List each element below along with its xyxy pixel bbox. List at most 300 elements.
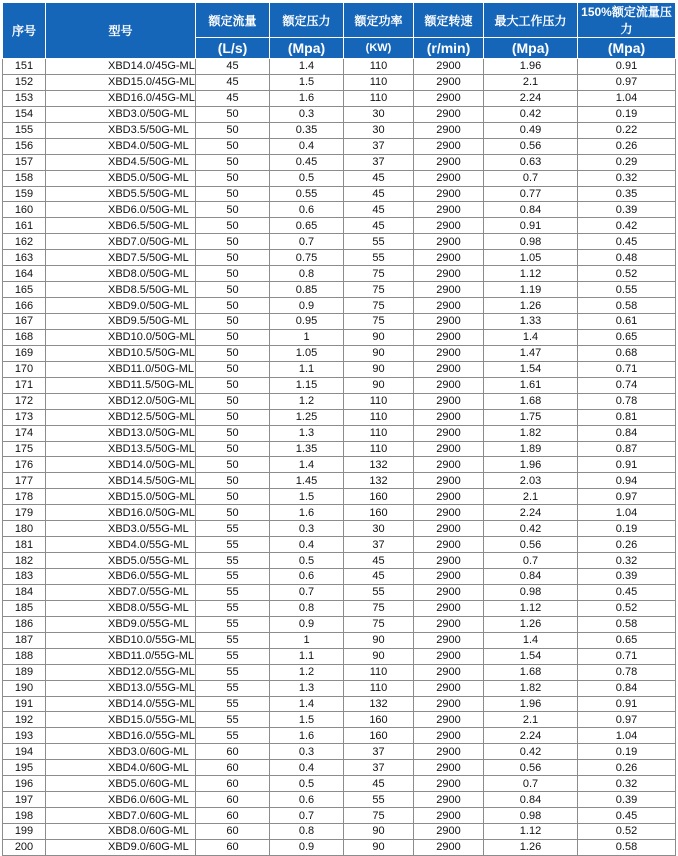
cell-model: XBD8.0/60G-ML	[46, 824, 196, 840]
cell-model: XBD11.0/50G-ML	[46, 361, 196, 377]
table-row	[3, 282, 676, 298]
table-row	[3, 345, 676, 361]
cell-pressure-150: 0.26	[578, 537, 676, 553]
cell-speed: 2900	[414, 569, 484, 585]
cell-seq: 199	[3, 824, 46, 840]
cell-flow: 55	[196, 680, 270, 696]
cell-speed: 2900	[414, 744, 484, 760]
cell-pressure: 0.4	[270, 537, 344, 553]
cell-seq: 177	[3, 473, 46, 489]
cell-pressure: 1.2	[270, 664, 344, 680]
table-row	[3, 409, 676, 425]
header-seq: 序号	[3, 3, 46, 59]
cell-power: 37	[344, 138, 414, 154]
cell-pressure: 0.8	[270, 600, 344, 616]
cell-power: 110	[344, 664, 414, 680]
cell-model: XBD8.0/50G-ML	[46, 266, 196, 282]
cell-model: XBD6.0/50G-ML	[46, 202, 196, 218]
cell-pressure: 0.6	[270, 569, 344, 585]
cell-pressure-150: 0.26	[578, 138, 676, 154]
cell-flow: 50	[196, 218, 270, 234]
cell-model: XBD5.0/50G-ML	[46, 170, 196, 186]
cell-model: XBD7.5/50G-ML	[46, 250, 196, 266]
cell-speed: 2900	[414, 457, 484, 473]
cell-max-pressure: 1.96	[484, 59, 578, 75]
cell-model: XBD9.0/60G-ML	[46, 839, 196, 855]
cell-flow: 50	[196, 314, 270, 330]
cell-seq: 162	[3, 234, 46, 250]
cell-flow: 50	[196, 170, 270, 186]
cell-pressure-150: 0.45	[578, 584, 676, 600]
cell-model: XBD4.0/55G-ML	[46, 537, 196, 553]
cell-seq: 152	[3, 74, 46, 90]
cell-flow: 55	[196, 521, 270, 537]
table-row	[3, 329, 676, 345]
cell-power: 110	[344, 441, 414, 457]
cell-power: 90	[344, 839, 414, 855]
cell-seq: 159	[3, 186, 46, 202]
cell-seq: 165	[3, 282, 46, 298]
cell-pressure: 1.4	[270, 59, 344, 75]
cell-max-pressure: 1.82	[484, 425, 578, 441]
cell-seq: 180	[3, 521, 46, 537]
table-row	[3, 839, 676, 855]
cell-model: XBD9.0/55G-ML	[46, 616, 196, 632]
table-row	[3, 250, 676, 266]
cell-power: 132	[344, 457, 414, 473]
cell-max-pressure: 0.91	[484, 218, 578, 234]
cell-pressure-150: 0.35	[578, 186, 676, 202]
cell-seq: 172	[3, 393, 46, 409]
cell-max-pressure: 0.42	[484, 106, 578, 122]
table-row	[3, 569, 676, 585]
cell-flow: 55	[196, 712, 270, 728]
header-flow-unit: (L/s)	[196, 38, 270, 59]
cell-max-pressure: 1.12	[484, 824, 578, 840]
table-row	[3, 664, 676, 680]
cell-speed: 2900	[414, 218, 484, 234]
header-power-unit: (KW)	[344, 38, 414, 59]
table-row	[3, 218, 676, 234]
cell-flow: 55	[196, 696, 270, 712]
cell-speed: 2900	[414, 521, 484, 537]
header-pressure-unit: (Mpa)	[270, 38, 344, 59]
cell-pressure: 1.4	[270, 457, 344, 473]
cell-speed: 2900	[414, 361, 484, 377]
cell-speed: 2900	[414, 377, 484, 393]
table-row	[3, 489, 676, 505]
cell-seq: 190	[3, 680, 46, 696]
table-row	[3, 74, 676, 90]
cell-speed: 2900	[414, 584, 484, 600]
cell-model: XBD3.5/50G-ML	[46, 122, 196, 138]
cell-power: 55	[344, 792, 414, 808]
cell-seq: 191	[3, 696, 46, 712]
cell-speed: 2900	[414, 154, 484, 170]
cell-seq: 176	[3, 457, 46, 473]
cell-power: 90	[344, 377, 414, 393]
cell-flow: 50	[196, 122, 270, 138]
cell-flow: 50	[196, 202, 270, 218]
cell-model: XBD4.0/50G-ML	[46, 138, 196, 154]
cell-pressure-150: 0.84	[578, 425, 676, 441]
cell-speed: 2900	[414, 266, 484, 282]
cell-model: XBD10.0/55G-ML	[46, 632, 196, 648]
cell-max-pressure: 0.56	[484, 537, 578, 553]
header-flow: 额定流量	[196, 3, 270, 38]
cell-speed: 2900	[414, 250, 484, 266]
cell-pressure-150: 0.58	[578, 616, 676, 632]
table-row	[3, 186, 676, 202]
cell-power: 160	[344, 489, 414, 505]
cell-model: XBD6.0/55G-ML	[46, 569, 196, 585]
cell-max-pressure: 2.1	[484, 489, 578, 505]
cell-max-pressure: 2.1	[484, 74, 578, 90]
cell-pressure-150: 0.97	[578, 74, 676, 90]
cell-flow: 60	[196, 760, 270, 776]
cell-flow: 50	[196, 138, 270, 154]
cell-pressure-150: 0.65	[578, 329, 676, 345]
cell-model: XBD7.0/50G-ML	[46, 234, 196, 250]
cell-flow: 55	[196, 632, 270, 648]
cell-flow: 50	[196, 154, 270, 170]
cell-pressure: 1.3	[270, 680, 344, 696]
cell-pressure-150: 0.97	[578, 712, 676, 728]
cell-pressure-150: 1.04	[578, 728, 676, 744]
cell-max-pressure: 1.68	[484, 393, 578, 409]
cell-speed: 2900	[414, 680, 484, 696]
cell-power: 110	[344, 409, 414, 425]
cell-pressure-150: 0.87	[578, 441, 676, 457]
cell-flow: 45	[196, 74, 270, 90]
cell-max-pressure: 2.24	[484, 728, 578, 744]
cell-pressure: 0.6	[270, 202, 344, 218]
cell-seq: 189	[3, 664, 46, 680]
cell-model: XBD3.0/55G-ML	[46, 521, 196, 537]
cell-model: XBD3.0/60G-ML	[46, 744, 196, 760]
cell-pressure: 0.35	[270, 122, 344, 138]
cell-flow: 55	[196, 537, 270, 553]
table-row	[3, 824, 676, 840]
cell-max-pressure: 0.98	[484, 234, 578, 250]
cell-speed: 2900	[414, 90, 484, 106]
cell-pressure: 0.55	[270, 186, 344, 202]
cell-seq: 160	[3, 202, 46, 218]
table-row	[3, 234, 676, 250]
cell-model: XBD13.5/50G-ML	[46, 441, 196, 457]
table-row	[3, 616, 676, 632]
table-row	[3, 90, 676, 106]
cell-pressure-150: 0.52	[578, 824, 676, 840]
cell-flow: 55	[196, 569, 270, 585]
cell-pressure-150: 0.68	[578, 345, 676, 361]
cell-power: 110	[344, 90, 414, 106]
cell-speed: 2900	[414, 600, 484, 616]
table-row	[3, 122, 676, 138]
cell-seq: 179	[3, 505, 46, 521]
cell-speed: 2900	[414, 473, 484, 489]
cell-pressure-150: 0.78	[578, 393, 676, 409]
table-row	[3, 537, 676, 553]
cell-flow: 45	[196, 59, 270, 75]
cell-max-pressure: 1.75	[484, 409, 578, 425]
cell-pressure-150: 0.45	[578, 808, 676, 824]
cell-max-pressure: 1.19	[484, 282, 578, 298]
cell-speed: 2900	[414, 314, 484, 330]
cell-pressure-150: 0.29	[578, 154, 676, 170]
cell-flow: 55	[196, 553, 270, 569]
table-row	[3, 521, 676, 537]
cell-flow: 50	[196, 441, 270, 457]
cell-pressure-150: 0.19	[578, 521, 676, 537]
cell-flow: 50	[196, 409, 270, 425]
cell-pressure: 0.3	[270, 106, 344, 122]
cell-seq: 188	[3, 648, 46, 664]
cell-model: XBD13.0/55G-ML	[46, 680, 196, 696]
cell-max-pressure: 1.96	[484, 696, 578, 712]
table-row	[3, 632, 676, 648]
cell-max-pressure: 0.98	[484, 584, 578, 600]
cell-pressure-150: 0.91	[578, 696, 676, 712]
cell-speed: 2900	[414, 441, 484, 457]
cell-flow: 60	[196, 744, 270, 760]
cell-pressure-150: 0.81	[578, 409, 676, 425]
table-row	[3, 696, 676, 712]
cell-power: 37	[344, 537, 414, 553]
cell-speed: 2900	[414, 234, 484, 250]
cell-max-pressure: 0.49	[484, 122, 578, 138]
cell-model: XBD14.0/55G-ML	[46, 696, 196, 712]
cell-seq: 187	[3, 632, 46, 648]
cell-seq: 186	[3, 616, 46, 632]
cell-pressure: 1.3	[270, 425, 344, 441]
cell-seq: 171	[3, 377, 46, 393]
cell-pressure: 1.45	[270, 473, 344, 489]
cell-pressure-150: 0.48	[578, 250, 676, 266]
cell-pressure-150: 0.39	[578, 202, 676, 218]
cell-pressure: 0.9	[270, 616, 344, 632]
cell-power: 90	[344, 632, 414, 648]
cell-power: 75	[344, 314, 414, 330]
cell-power: 160	[344, 712, 414, 728]
cell-model: XBD11.5/50G-ML	[46, 377, 196, 393]
header-max-pressure: 最大工作压力	[484, 3, 578, 38]
cell-speed: 2900	[414, 74, 484, 90]
cell-speed: 2900	[414, 345, 484, 361]
cell-pressure: 0.95	[270, 314, 344, 330]
cell-max-pressure: 0.84	[484, 569, 578, 585]
cell-seq: 200	[3, 839, 46, 855]
table-row	[3, 600, 676, 616]
cell-max-pressure: 1.47	[484, 345, 578, 361]
cell-pressure-150: 0.22	[578, 122, 676, 138]
cell-flow: 55	[196, 648, 270, 664]
cell-seq: 155	[3, 122, 46, 138]
cell-power: 110	[344, 74, 414, 90]
cell-model: XBD12.5/50G-ML	[46, 409, 196, 425]
cell-power: 132	[344, 696, 414, 712]
cell-flow: 50	[196, 345, 270, 361]
cell-max-pressure: 1.68	[484, 664, 578, 680]
cell-max-pressure: 0.56	[484, 760, 578, 776]
cell-model: XBD9.5/50G-ML	[46, 314, 196, 330]
cell-max-pressure: 1.4	[484, 329, 578, 345]
cell-flow: 50	[196, 266, 270, 282]
cell-power: 90	[344, 824, 414, 840]
cell-model: XBD15.0/55G-ML	[46, 712, 196, 728]
cell-max-pressure: 2.24	[484, 505, 578, 521]
cell-model: XBD14.5/50G-ML	[46, 473, 196, 489]
cell-pressure: 1.1	[270, 361, 344, 377]
cell-speed: 2900	[414, 776, 484, 792]
cell-pressure: 0.5	[270, 776, 344, 792]
cell-model: XBD14.0/45G-ML	[46, 59, 196, 75]
cell-pressure-150: 0.52	[578, 600, 676, 616]
cell-seq: 168	[3, 329, 46, 345]
cell-flow: 50	[196, 250, 270, 266]
cell-power: 45	[344, 170, 414, 186]
cell-speed: 2900	[414, 122, 484, 138]
cell-flow: 50	[196, 329, 270, 345]
cell-flow: 60	[196, 776, 270, 792]
cell-max-pressure: 2.24	[484, 90, 578, 106]
table-header	[3, 3, 676, 59]
cell-pressure-150: 0.71	[578, 648, 676, 664]
cell-pressure: 1.1	[270, 648, 344, 664]
cell-pressure: 1	[270, 632, 344, 648]
cell-max-pressure: 2.1	[484, 712, 578, 728]
cell-flow: 55	[196, 664, 270, 680]
cell-pressure: 0.4	[270, 760, 344, 776]
cell-pressure-150: 0.55	[578, 282, 676, 298]
cell-power: 75	[344, 298, 414, 314]
cell-speed: 2900	[414, 760, 484, 776]
cell-pressure: 1.25	[270, 409, 344, 425]
cell-power: 110	[344, 59, 414, 75]
cell-power: 37	[344, 744, 414, 760]
cell-seq: 161	[3, 218, 46, 234]
spec-sheet	[2, 2, 675, 856]
table-row	[3, 776, 676, 792]
cell-model: XBD7.0/60G-ML	[46, 808, 196, 824]
table-row	[3, 266, 676, 282]
cell-speed: 2900	[414, 792, 484, 808]
cell-flow: 50	[196, 377, 270, 393]
cell-power: 75	[344, 282, 414, 298]
header-speed-unit: (r/min)	[414, 38, 484, 59]
cell-max-pressure: 0.84	[484, 202, 578, 218]
cell-speed: 2900	[414, 824, 484, 840]
cell-speed: 2900	[414, 393, 484, 409]
header-pressure-150-unit: (Mpa)	[578, 38, 676, 59]
cell-seq: 167	[3, 314, 46, 330]
cell-pressure-150: 0.39	[578, 792, 676, 808]
cell-pressure: 1	[270, 329, 344, 345]
cell-pressure: 0.7	[270, 234, 344, 250]
cell-pressure: 1.4	[270, 696, 344, 712]
cell-max-pressure: 0.56	[484, 138, 578, 154]
cell-max-pressure: 1.4	[484, 632, 578, 648]
cell-pressure-150: 0.74	[578, 377, 676, 393]
cell-speed: 2900	[414, 59, 484, 75]
cell-speed: 2900	[414, 282, 484, 298]
table-row	[3, 792, 676, 808]
table-row	[3, 314, 676, 330]
cell-model: XBD15.0/45G-ML	[46, 74, 196, 90]
cell-model: XBD6.5/50G-ML	[46, 218, 196, 234]
cell-seq: 174	[3, 425, 46, 441]
cell-power: 55	[344, 584, 414, 600]
cell-seq: 163	[3, 250, 46, 266]
cell-flow: 55	[196, 584, 270, 600]
cell-speed: 2900	[414, 186, 484, 202]
cell-model: XBD3.0/50G-ML	[46, 106, 196, 122]
header-pressure: 额定压力	[270, 3, 344, 38]
cell-power: 90	[344, 329, 414, 345]
cell-speed: 2900	[414, 425, 484, 441]
cell-speed: 2900	[414, 106, 484, 122]
cell-max-pressure: 0.7	[484, 553, 578, 569]
cell-pressure: 0.75	[270, 250, 344, 266]
cell-seq: 153	[3, 90, 46, 106]
table-row	[3, 728, 676, 744]
cell-pressure-150: 0.19	[578, 106, 676, 122]
cell-power: 45	[344, 553, 414, 569]
cell-seq: 164	[3, 266, 46, 282]
cell-max-pressure: 1.12	[484, 600, 578, 616]
cell-pressure-150: 0.84	[578, 680, 676, 696]
cell-speed: 2900	[414, 537, 484, 553]
cell-pressure: 1.35	[270, 441, 344, 457]
table-row	[3, 648, 676, 664]
cell-power: 45	[344, 202, 414, 218]
cell-seq: 193	[3, 728, 46, 744]
cell-pressure: 1.5	[270, 489, 344, 505]
cell-seq: 178	[3, 489, 46, 505]
cell-seq: 151	[3, 59, 46, 75]
cell-pressure: 0.7	[270, 584, 344, 600]
cell-power: 110	[344, 680, 414, 696]
cell-pressure-150: 0.97	[578, 489, 676, 505]
cell-flow: 50	[196, 489, 270, 505]
cell-power: 132	[344, 473, 414, 489]
cell-seq: 173	[3, 409, 46, 425]
cell-flow: 45	[196, 90, 270, 106]
cell-pressure: 0.9	[270, 839, 344, 855]
cell-flow: 60	[196, 792, 270, 808]
cell-power: 110	[344, 425, 414, 441]
cell-speed: 2900	[414, 409, 484, 425]
cell-max-pressure: 1.89	[484, 441, 578, 457]
cell-power: 45	[344, 218, 414, 234]
cell-model: XBD10.5/50G-ML	[46, 345, 196, 361]
cell-seq: 195	[3, 760, 46, 776]
cell-pressure-150: 0.32	[578, 170, 676, 186]
cell-speed: 2900	[414, 298, 484, 314]
table-row	[3, 377, 676, 393]
cell-flow: 50	[196, 282, 270, 298]
cell-speed: 2900	[414, 648, 484, 664]
cell-seq: 196	[3, 776, 46, 792]
cell-model: XBD4.0/60G-ML	[46, 760, 196, 776]
cell-pressure-150: 0.45	[578, 234, 676, 250]
pump-spec-table	[2, 2, 676, 856]
cell-speed: 2900	[414, 329, 484, 345]
cell-power: 160	[344, 728, 414, 744]
cell-pressure: 1.2	[270, 393, 344, 409]
cell-power: 30	[344, 122, 414, 138]
cell-model: XBD4.5/50G-ML	[46, 154, 196, 170]
